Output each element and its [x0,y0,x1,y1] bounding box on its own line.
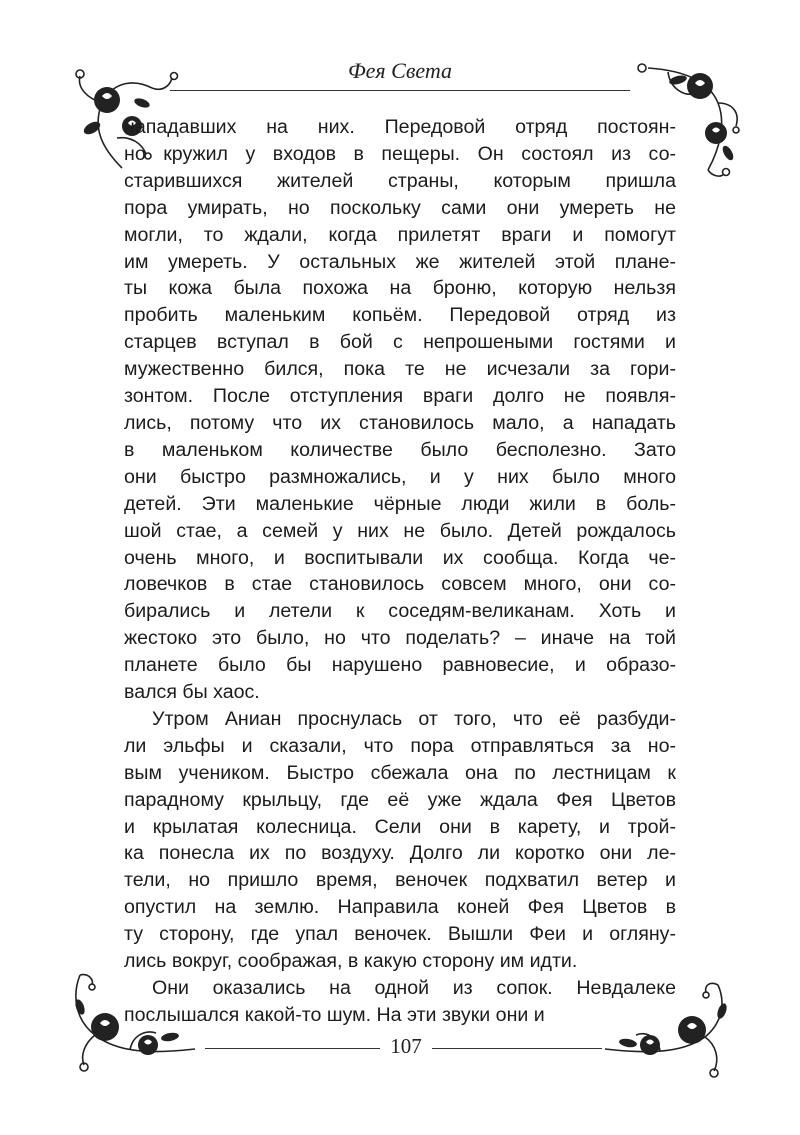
page-number: 107 [390,1034,422,1058]
text-line: шой стае, а семей у них не было. Детей рождалось [124,519,676,542]
text-line: старившихся жителей страны, которым пришла [124,169,676,192]
text-line: нападавших на них. Передовой отряд постоян- [124,116,676,138]
footer-rule-left [205,1048,380,1049]
text-line: мужественно бился, пока те не исчезали за гори- [124,358,676,381]
running-header-title: Фея Света [347,58,453,83]
text-line: детей. Эти маленькие чёрные люди жили в боль- [124,492,676,515]
text-line: вым учеником. Быстро сбежала она по лестницам к [124,761,676,784]
text-line: в маленьком количестве было бесполезно. Зато [124,438,676,461]
text-line: они быстро размножались, и у них было много [124,465,676,488]
text-line: и крылатая колесница. Сели они в карету, и трой- [124,815,676,838]
text-line: ту сторону, где упал веночек. Вышли Феи и огляну- [124,923,676,946]
body-text [124,114,676,1029]
text-line: планете было бы нарушено равновесие, и образо- [124,654,676,677]
header-rule [170,90,630,91]
text-line: ты кожа была похожа на броню, которую нельзя [124,277,676,300]
text-line: Они оказались на одной из сопок. Невдалеке [152,977,676,999]
text-line: могли, то ждали, когда прилетят враги и помогут [124,223,676,246]
text-line: опустил на землю. Направила коней Фея Цветов в [124,896,676,919]
text-line: пробить маленьким копьём. Передовой отряд из [124,304,676,327]
paragraph [124,706,676,975]
text-line: тели, но пришло время, веночек подхватил ветер и [124,869,676,892]
text-line: парадному крыльцу, где её уже ждала Фея Цветов [124,788,676,811]
text-line: жестоко это было, но что поделать? – иначе на той [124,627,676,650]
text-line: старцев вступал в бой с непрошеными гостями и [124,331,676,354]
paragraph [124,975,676,1029]
text-line: лись вокруг, соображая, в какую сторону им идти. [124,950,578,973]
text-line: пора умирать, но поскольку сами они умереть не [124,196,676,219]
text-line: зонтом. После отступления враги долго не появля- [124,385,676,408]
text-line: ли эльфы и сказали, что пора отправляться за но- [124,734,676,757]
text-line: но кружил у входов в пещеры. Он состоял из со- [124,142,676,165]
text-line: бирались и летели к соседям-великанам. Хоть и [124,600,676,623]
text-line: ка понесла их по воздуху. Долго ли коротко они ле- [124,842,676,865]
text-line: вался бы хаос. [124,681,260,704]
text-line: очень много, и воспитывали их сообща. Когда че- [124,546,676,569]
text-line: лись, потому что их становилось мало, а нападать [124,411,676,434]
paragraph [124,114,676,706]
text-line: послышался какой-то шум. На эти звуки они и [124,1003,545,1026]
text-line: Утром Аниан проснулась от того, что её разбуди- [152,707,676,730]
text-line: им умереть. У остальных же жителей этой плане- [124,250,676,273]
text-line: ловечков в стае становилось совсем много, они со- [124,573,676,596]
footer-rule-right [432,1048,602,1049]
